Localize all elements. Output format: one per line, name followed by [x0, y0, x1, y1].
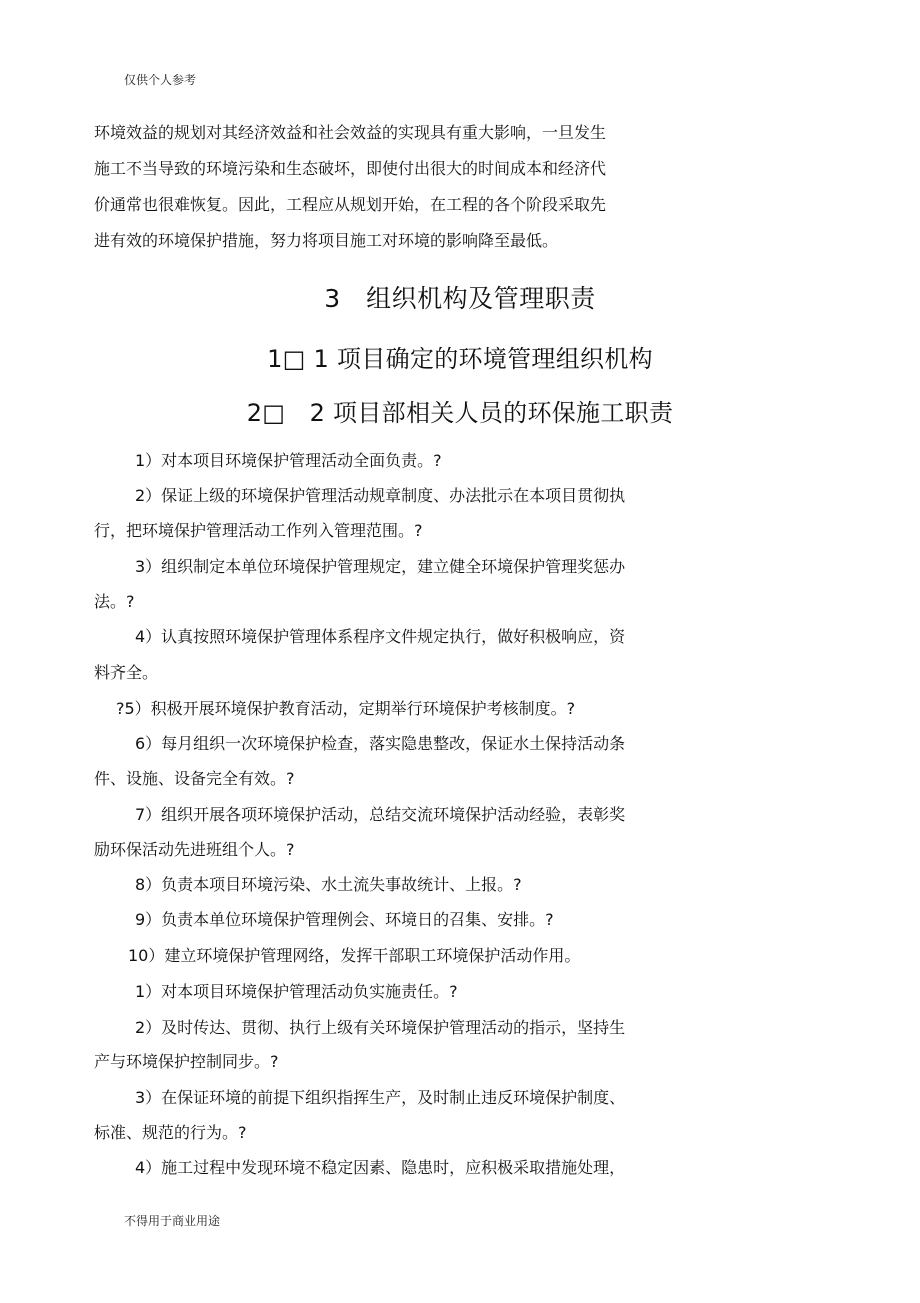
list-item: 8）负责本项目环境污染、水土流失事故统计、上报。? [135, 875, 522, 894]
paragraph-line: 进有效的环境保护措施，努力将项目施工对环境的影响降至最低。 [94, 231, 559, 250]
list-item: 4）施工过程中发现环境不稳定因素、隐患时，应积极采取措施处理， [135, 1158, 626, 1177]
list-item: 1）对本项目环境保护管理活动负实施责任。? [135, 982, 458, 1001]
list-item: 3）在保证环境的前提下组织指挥生产，及时制止违反环境保护制度、 [135, 1088, 626, 1107]
list-item: 7）组织开展各项环境保护活动，总结交流环境保护活动经验，表彰奖 [135, 805, 626, 824]
paragraph-line: 价通常也很难恢复。因此，工程应从规划开始，在工程的各个阶段采取先 [94, 195, 607, 214]
list-item: 9）负责本单位环境保护管理例会、环境日的召集、安排。? [135, 910, 554, 929]
list-item-continuation: 产与环境保护控制同步。? [94, 1052, 279, 1071]
paragraph-line: 环境效益的规划对其经济效益和社会效益的实现具有重大影响，一旦发生 [94, 123, 607, 142]
subsection-heading-1: 1□ 1 项目确定的环境管理组织机构 [267, 345, 653, 373]
list-item: 6）每月组织一次环境保护检查，落实隐患整改，保证水土保持活动条 [135, 734, 626, 753]
list-item-continuation: 件、设施、设备完全有效。? [94, 769, 295, 788]
list-item-continuation: 料齐全。 [94, 663, 159, 682]
list-item: ?5）积极开展环境保护教育活动，定期举行环境保护考核制度。? [116, 699, 576, 718]
list-item: 10）建立环境保护管理网络，发挥干部职工环境保护活动作用。 [128, 946, 581, 965]
list-item-continuation: 法。? [94, 592, 135, 611]
list-item: 1）对本项目环境保护管理活动全面负责。? [135, 451, 442, 470]
subsection-heading-2: 2□ 2 项目部相关人员的环保施工职责 [246, 399, 674, 427]
header-note: 仅供个人参考 [124, 73, 197, 87]
list-item: 2）保证上级的环境保护管理活动规章制度、办法批示在本项目贯彻执 [135, 486, 626, 505]
section-heading: 3 组织机构及管理职责 [324, 284, 596, 313]
list-item-continuation: 标准、规范的行为。? [94, 1123, 247, 1142]
paragraph-line: 施工不当导致的环境污染和生态破坏，即使付出很大的时间成本和经济代 [94, 159, 607, 178]
list-item-continuation: 行，把环境保护管理活动工作列入管理范围。? [94, 521, 423, 540]
list-item: 4）认真按照环境保护管理体系程序文件规定执行，做好积极响应，资 [135, 627, 626, 646]
footer-note: 不得用于商业用途 [124, 1214, 221, 1228]
list-item-continuation: 励环保活动先进班组个人。? [94, 840, 295, 859]
list-item: 2）及时传达、贯彻、执行上级有关环境保护管理活动的指示，坚持生 [135, 1018, 626, 1037]
list-item: 3）组织制定本单位环境保护管理规定，建立健全环境保护管理奖惩办 [135, 557, 626, 576]
